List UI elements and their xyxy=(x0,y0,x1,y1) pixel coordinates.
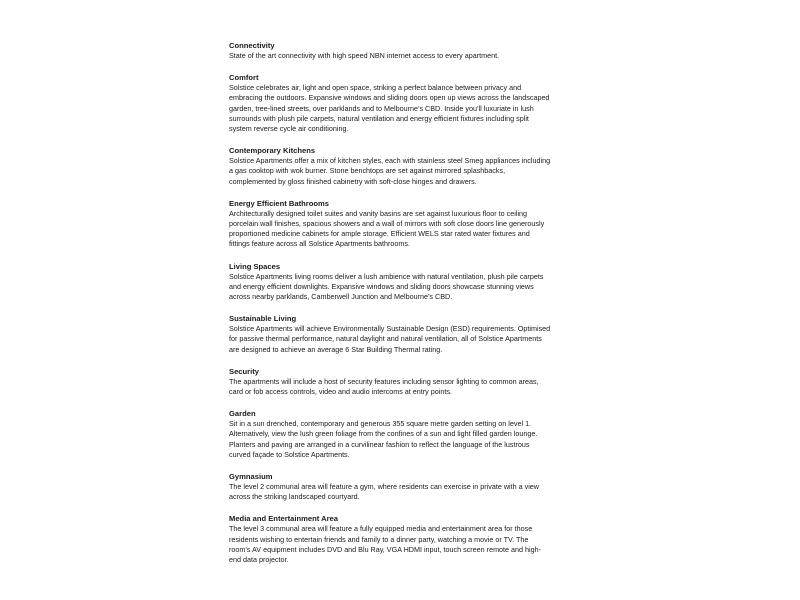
section-body: State of the art connectivity with high speed NBN internet access to every apartment. xyxy=(229,51,500,60)
section-gymnasium xyxy=(229,472,574,502)
section-body: Solstice Apartments living rooms deliver a lush ambience with natural ventilation, plush pile carpets and energy efficient downlights. Expansive windows and sliding doors showcase stunning views across nearby parklands, Camberwell Junction and Melbourne’s CBD. xyxy=(229,271,544,302)
features-document xyxy=(229,41,574,577)
section-heading: Sustainable Living xyxy=(229,314,297,324)
section-body: The level 2 communal area will feature a gym, where residents can exercise in private with a view across the striking landscaped courtyard. xyxy=(229,482,539,502)
section-heading: Garden xyxy=(229,409,256,419)
section-body: Solstice Apartments offer a mix of kitchen styles, each with stainless steel Smeg appliances including a gas cooktop with wok burner. Stone benchtops are set against mirrored splashbacks, complemented by gloss finished cabinetry with soft-close hinges and drawers. xyxy=(229,156,551,186)
section-heading: Comfort xyxy=(229,73,259,83)
section-heading: Energy Efficient Bathrooms xyxy=(229,198,330,208)
section-comfort xyxy=(229,73,574,134)
section-contemporary-kitchens xyxy=(229,146,574,187)
section-body: Solstice celebrates air, light and open space, striking a perfect balance between privacy and embracing the outdoors. Expansive windows and sliding doors open up views across the landscaped garden, tree-lined streets, over parklands and to Melbourne’s CBD. Inside you’ll luxuriate in lush surrounds with plush pile carpets, natural ventilation and energy efficient fixtures including split system reverse cycle air conditioning. xyxy=(229,83,550,134)
section-heading: Living Spaces xyxy=(229,261,281,271)
section-body: The level 3 communal area will feature a fully equipped media and entertainment area for those residents wishing to entertain friends and family to a dinner party, watching a movie or TV. The room’s AV equipment includes DVD and Blu Ray, VGA HDMI input, touch screen remote and high- end data projector. xyxy=(229,524,542,565)
section-sustainable-living xyxy=(229,314,574,355)
section-security xyxy=(229,367,574,397)
section-living-spaces xyxy=(229,262,574,303)
section-heading: Contemporary Kitchens xyxy=(229,146,316,156)
section-energy-efficient-bathrooms xyxy=(229,199,574,250)
section-media-and-entertainment-area xyxy=(229,514,574,565)
section-heading: Media and Entertainment Area xyxy=(229,514,339,524)
section-heading: Connectivity xyxy=(229,41,275,50)
section-body: Architecturally designed toilet suites and vanity basins are set against luxurious floor to ceiling porcelain wall finishes, spacious showers and a wall of mirrors with soft close doors line generously proportioned medicine cabinets for ample storage. Efficient WELS star rated water fixtures and fittings feature across all Solstice Apartments bathrooms. xyxy=(229,208,545,249)
section-connectivity xyxy=(229,41,574,61)
section-body: The apartments will include a host of security features including sensor lighting to common areas, card or fob access controls, video and audio intercoms at entry points. xyxy=(229,376,539,397)
section-heading: Security xyxy=(229,366,259,376)
section-body: Sit in a sun drenched, contemporary and generous 355 square metre garden setting on level 1. Alternatively, view the lush green foliage from the confines of a sun and light filled garden lounge. Planters and paving are arranged in a curvilinear fashion to reflect the language of the lustrous curved façade to Solstice Apartments. xyxy=(229,419,538,459)
section-garden xyxy=(229,409,574,460)
section-body: Solstice Apartments will achieve Environmentally Sustainable Design (ESD) requirements. Optimised for passive thermal performance, natural daylight and natural ventilation, all of Solstice Apartments are designed to achieve an average 6 Star Building Thermal rating. xyxy=(229,324,551,354)
section-heading: Gymnasium xyxy=(229,472,273,482)
